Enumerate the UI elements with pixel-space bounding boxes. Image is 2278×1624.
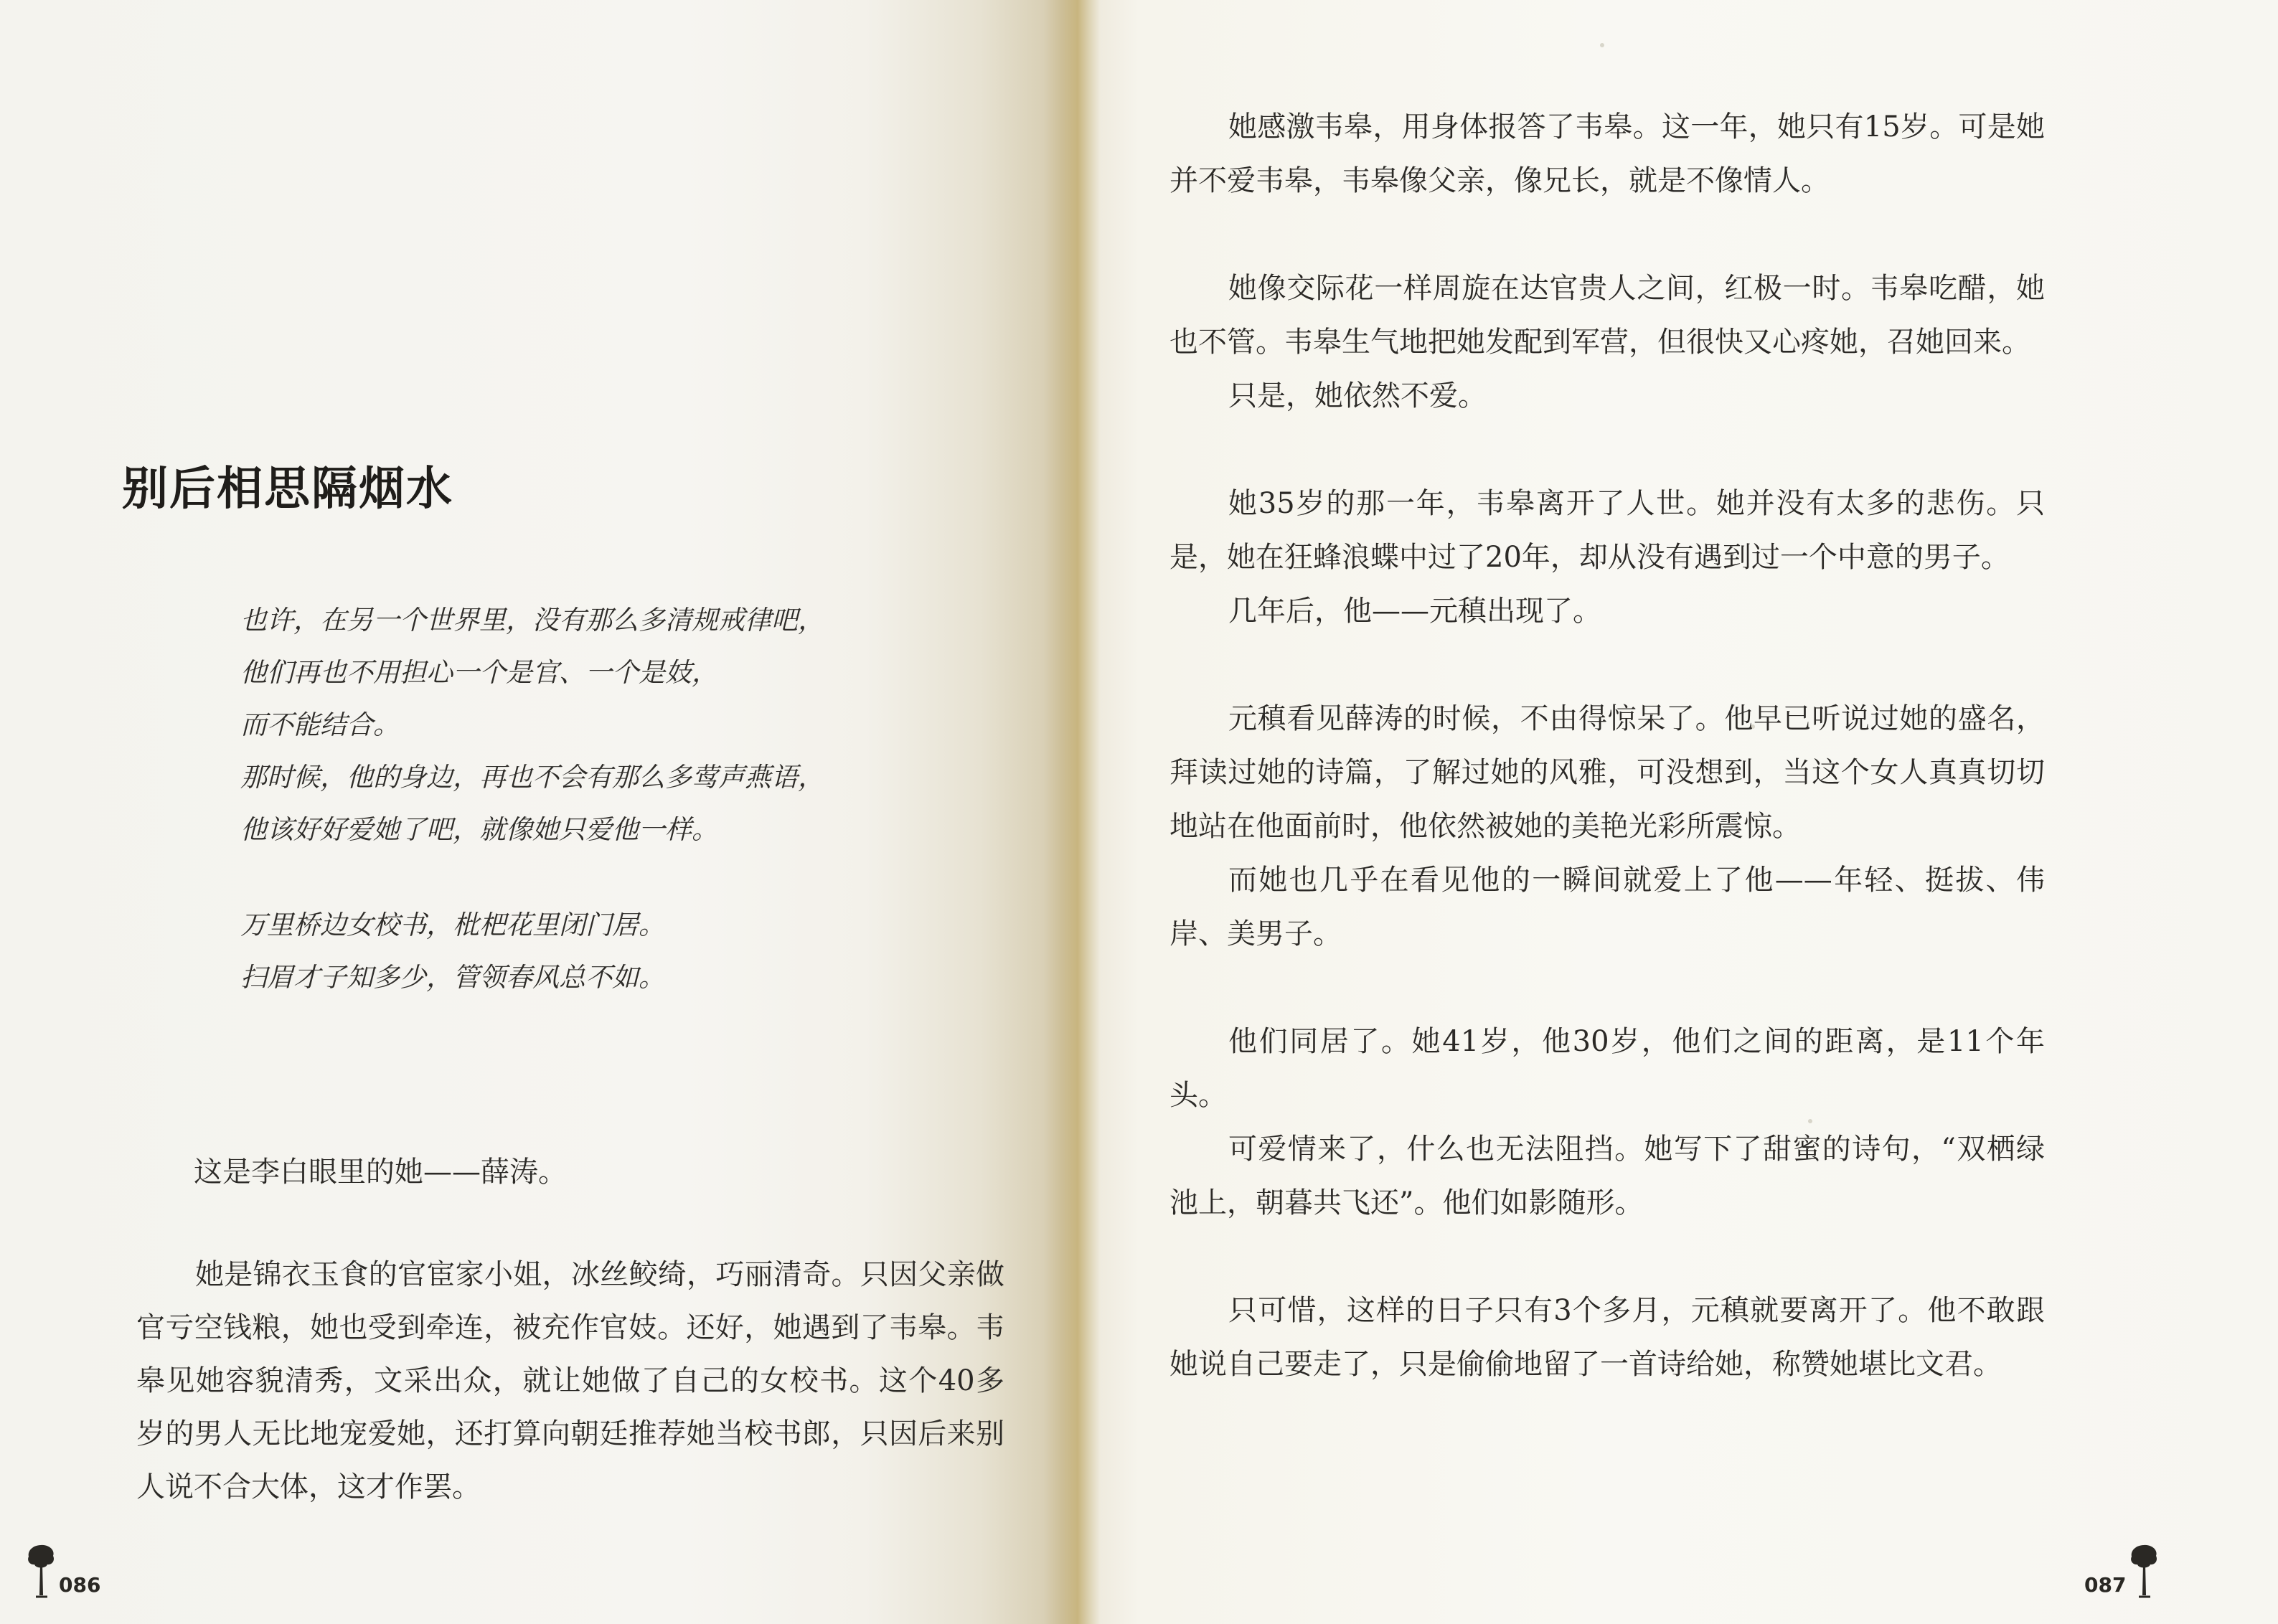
body-paragraph: 只是，她依然不爱。 <box>1228 379 1487 412</box>
poem-gap <box>240 856 994 899</box>
epigraph-poem <box>240 594 994 1004</box>
left-page <box>0 0 1091 1624</box>
paper-speck <box>1808 1119 1812 1123</box>
paper-speck <box>1751 724 1755 729</box>
chapter-title: 别后相思隔烟水 <box>122 463 453 516</box>
right-page-text <box>1169 100 2045 1392</box>
page-number: 087 <box>2084 1573 2127 1597</box>
verse-line: 扫眉才子知多少，管领春风总不如。 <box>240 962 665 993</box>
paragraph-gap <box>1169 961 2045 1015</box>
body-paragraph: 她像交际花一样周旋在达官贵人之间，红极一时。韦皋吃醋，她也不管。韦皋生气地把她发配到军营，但很快又心疼她，召她回来。 <box>1169 272 2045 359</box>
poem-line: 也许，在另一个世界里，没有那么多清规戒律吧， <box>240 605 824 636</box>
poem-line: 而不能结合。 <box>240 709 400 740</box>
page-footer-right <box>2084 1542 2159 1598</box>
poem-line: 那时候，他的身边，再也不会有那么多莺声燕语， <box>240 762 824 793</box>
paragraph-gap <box>1169 423 2045 477</box>
body-paragraph: 她是锦衣玉食的官宦家小姐，冰丝鲛绮，巧丽清奇。只因父亲做官亏空钱粮，她也受到牵连，被充作官妓。还好，她遇到了韦皋。韦皋见她容貌清秀，文采出众，就让她做了自己的女校书。这个40多岁的男人无比地宠爱她，还打算向朝廷推荐她当校书郎，只因后来别人说不合大体，这才作罢。 <box>136 1258 1004 1503</box>
page-number: 086 <box>59 1573 101 1597</box>
paragraph-gap <box>1169 208 2045 262</box>
poem-line: 他该好好爱她了吧，就像她只爱他一样。 <box>240 814 718 845</box>
paper-speck <box>1600 43 1604 47</box>
body-paragraph: 可爱情来了，什么也无法阻挡。她写下了甜蜜的诗句，“双栖绿池上，朝暮共飞还”。他们如影随形。 <box>1169 1133 2045 1219</box>
body-paragraph: 她感激韦皋，用身体报答了韦皋。这一年，她只有15岁。可是她并不爱韦皋，韦皋像父亲，像兄长，就是不像情人。 <box>1169 110 2045 197</box>
body-paragraph: 几年后，他——元稹出现了。 <box>1228 595 1601 628</box>
right-page <box>1112 0 2278 1624</box>
body-paragraph: 元稹看见薛涛的时候，不由得惊呆了。他早已听说过她的盛名，拜读过她的诗篇，了解过她的风雅，可没想到，当这个女人真真切切地站在他面前时，他依然被她的美艳光彩所震惊。 <box>1169 702 2045 843</box>
tree-icon <box>2129 1542 2159 1598</box>
paragraph-gap <box>1169 638 2045 692</box>
poem-line: 他们再也不用担心一个是官、一个是妓， <box>240 657 718 688</box>
body-paragraph: 他们同居了。她41岁，他30岁，他们之间的距离，是11个年头。 <box>1169 1025 2045 1112</box>
body-paragraph: 而她也几乎在看见他的一瞬间就爱上了他——年轻、挺拔、伟岸、美男子。 <box>1169 864 2045 950</box>
tree-icon <box>26 1542 56 1598</box>
body-paragraph: 只可惜，这样的日子只有3个多月，元稹就要离开了。他不敢跟她说自己要走了，只是偷偷地留了一首诗给她，称赞她堪比文君。 <box>1169 1294 2045 1381</box>
verse-line: 万里桥边女校书，枇杷花里闭门居。 <box>240 910 665 940</box>
intro-paragraph: 这是李白眼里的她——薛涛。 <box>194 1156 567 1189</box>
body-paragraph: 她35岁的那一年，韦皋离开了人世。她并没有太多的悲伤。只是，她在狂蜂浪蝶中过了20年，却从没有遇到过一个中意的男子。 <box>1169 487 2045 574</box>
page-footer-left <box>26 1542 100 1598</box>
paragraph-gap <box>1169 1230 2045 1284</box>
